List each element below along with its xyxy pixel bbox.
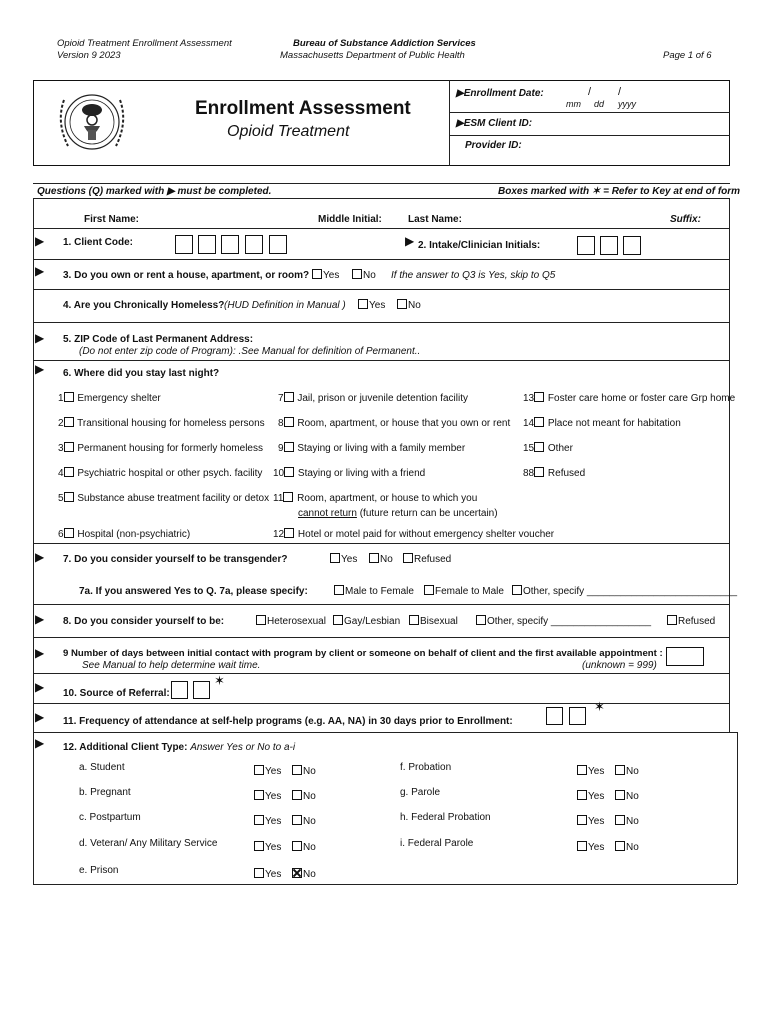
- enrollment-date-label: ▶Enrollment Date:: [456, 88, 544, 99]
- checkbox[interactable]: [397, 299, 407, 309]
- q12-parole-yes[interactable]: Yes: [577, 790, 604, 802]
- q12-veteran-label: d. Veteran/ Any Military Service: [79, 838, 218, 849]
- q8-other-option[interactable]: Other, specify __________________: [476, 615, 651, 627]
- required-arrow-icon: ▶: [35, 550, 45, 564]
- client-code-box[interactable]: [198, 235, 216, 254]
- q6-option-12[interactable]: 12 Hotel or motel paid for without emergency shelter voucher: [273, 529, 555, 540]
- divider: [33, 732, 730, 733]
- q2-label: 2. Intake/Clinician Initials:: [418, 240, 541, 251]
- q12-prison-yes[interactable]: Yes: [254, 868, 281, 880]
- q1-label: 1. Client Code:: [63, 237, 134, 248]
- divider: [449, 135, 730, 136]
- q12-student-no[interactable]: No: [292, 765, 316, 777]
- q7a-mtf-option[interactable]: Male to Female: [334, 585, 414, 597]
- divider: [33, 198, 730, 199]
- clinician-initials-box[interactable]: [577, 236, 595, 255]
- date-slash: /: [618, 86, 622, 98]
- checkbox[interactable]: [667, 615, 677, 625]
- q9-label: 9 Number of days between initial contact with program by client or someone on behalf of client and the first available appointment :: [63, 648, 663, 659]
- key-legend: Boxes marked with ✶ = Refer to Key at end of form: [498, 186, 741, 197]
- q6-option-10[interactable]: 10 Staying or living with a friend: [273, 468, 426, 479]
- checkbox[interactable]: [534, 442, 544, 452]
- checked-checkbox[interactable]: [292, 868, 302, 878]
- divider: [33, 289, 730, 290]
- required-legend: Questions (Q) marked with ▶ must be completed.: [37, 186, 272, 197]
- checkbox[interactable]: [534, 467, 544, 477]
- checkbox[interactable]: [254, 765, 264, 775]
- q4-no-option[interactable]: No: [397, 299, 421, 311]
- q12-postpartum-no[interactable]: No: [292, 815, 316, 827]
- q12-federal-parole-label: i. Federal Parole: [400, 838, 474, 849]
- form-subtitle: Opioid Treatment: [227, 123, 350, 140]
- last-name-label: Last Name:: [408, 214, 462, 225]
- required-arrow-icon: ▶: [35, 264, 45, 278]
- frame-right-lower: [737, 732, 738, 884]
- divider: [33, 604, 730, 605]
- q6-option-5[interactable]: 5 Substance abuse treatment facility or detox: [58, 493, 270, 504]
- checkbox[interactable]: [292, 790, 302, 800]
- checkbox[interactable]: [577, 790, 587, 800]
- q6-option-88[interactable]: 88 Refused: [523, 468, 586, 479]
- checkbox[interactable]: [64, 442, 74, 452]
- q6-option-1[interactable]: 1 Emergency shelter: [58, 393, 161, 404]
- q12-probation-no[interactable]: No: [615, 765, 639, 777]
- divider: [33, 322, 730, 323]
- client-code-box[interactable]: [269, 235, 287, 254]
- checkbox[interactable]: [334, 585, 344, 595]
- q4-note: (HUD Definition in Manual ): [224, 300, 346, 311]
- checkbox[interactable]: [256, 615, 266, 625]
- checkbox[interactable]: [64, 392, 74, 402]
- q8-bisexual-option[interactable]: Bisexual: [409, 615, 458, 627]
- q4-label: 4. Are you Chronically Homeless?: [63, 300, 225, 311]
- q12-postpartum-label: c. Postpartum: [79, 812, 141, 823]
- checkbox[interactable]: [512, 585, 522, 595]
- client-code-box[interactable]: [221, 235, 239, 254]
- q12-student-label: a. Student: [79, 762, 125, 773]
- checkbox[interactable]: [254, 868, 264, 878]
- key-star-icon: ✶: [594, 699, 605, 714]
- q12-parole-no[interactable]: No: [615, 790, 639, 802]
- q6-option-11[interactable]: 11 Room, apartment, or house to which you: [273, 493, 478, 504]
- department-name: Massachusetts Department of Public Health: [280, 50, 465, 61]
- checkbox[interactable]: [330, 553, 340, 563]
- divider: [449, 112, 730, 113]
- q12-federal-probation-label: h. Federal Probation: [400, 812, 491, 823]
- clinician-initials-box[interactable]: [600, 236, 618, 255]
- q7a-label: 7a. If you answered Yes to Q. 7a, please specify:: [79, 586, 308, 597]
- required-arrow-icon: ▶: [35, 680, 45, 694]
- q6-option-2[interactable]: 2 Transitional housing for homeless persons: [58, 418, 265, 429]
- divider: [33, 259, 730, 260]
- q12-pregnant-yes[interactable]: Yes: [254, 790, 281, 802]
- q3-yes-option[interactable]: Yes: [312, 269, 339, 281]
- form-title-header: Opioid Treatment Enrollment Assessment: [57, 38, 232, 49]
- referral-source-box[interactable]: [171, 681, 188, 699]
- last-name-field[interactable]: [462, 212, 662, 226]
- required-arrow-icon: ▶: [35, 612, 45, 626]
- q12-prison-label: e. Prison: [79, 865, 119, 876]
- checkbox[interactable]: [534, 392, 544, 402]
- checkbox[interactable]: [424, 585, 434, 595]
- q9-unknown-note: (unknown = 999): [582, 660, 657, 671]
- checkbox[interactable]: [577, 815, 587, 825]
- q5-note: (Do not enter zip code of Program): .See Manual for definition of Permanent..: [79, 346, 421, 357]
- checkbox[interactable]: [358, 299, 368, 309]
- checkbox[interactable]: [64, 528, 74, 538]
- q6-option-8[interactable]: 8 Room, apartment, or house that you own or rent: [278, 418, 511, 429]
- divider: [33, 183, 730, 184]
- checkbox[interactable]: [64, 492, 74, 502]
- q12-pregnant-no[interactable]: No: [292, 790, 316, 802]
- form-main-title: Enrollment Assessment: [195, 98, 411, 119]
- checkbox[interactable]: [534, 417, 544, 427]
- q7a-other-option[interactable]: Other, specify ___________________________: [512, 585, 737, 597]
- q12-parole-label: g. Parole: [400, 787, 441, 798]
- divider: [33, 360, 730, 361]
- checkbox[interactable]: [64, 467, 74, 477]
- q6-option-7[interactable]: 7 Jail, prison or juvenile detention facility: [278, 393, 468, 404]
- checkbox[interactable]: [369, 553, 379, 563]
- q12-student-yes[interactable]: Yes: [254, 765, 281, 777]
- q12-federal-probation-no[interactable]: No: [615, 815, 639, 827]
- date-dd-hint: dd: [594, 99, 605, 109]
- checkbox[interactable]: [312, 269, 322, 279]
- required-arrow-icon: ▶: [35, 646, 45, 660]
- q3-no-option[interactable]: No: [352, 269, 376, 281]
- q12-prison-no[interactable]: No: [292, 868, 316, 880]
- q6-option-3[interactable]: 3 Permanent housing for formerly homeless: [58, 443, 263, 454]
- q3-label: 3. Do you own or rent a house, apartment, or room?: [63, 270, 310, 281]
- q12-probation-label: f. Probation: [400, 762, 452, 773]
- frame-step: [729, 732, 737, 733]
- required-arrow-icon: ▶: [405, 234, 415, 248]
- provider-id-field[interactable]: [525, 138, 720, 152]
- date-yyyy-hint: yyyy: [618, 99, 636, 109]
- middle-initial-label: Middle Initial:: [318, 214, 382, 225]
- title-divider: [449, 80, 450, 166]
- q4-yes-option[interactable]: Yes: [358, 299, 385, 311]
- q7-no-option[interactable]: No: [369, 553, 393, 565]
- frame-bottom: [33, 884, 737, 885]
- wait-days-field[interactable]: [666, 647, 704, 666]
- enrollment-date-field[interactable]: [560, 86, 670, 100]
- q12-federal-parole-yes[interactable]: Yes: [577, 841, 604, 853]
- divider: [33, 637, 730, 638]
- checkbox[interactable]: [577, 841, 587, 851]
- checkbox[interactable]: [254, 790, 264, 800]
- q10-label: 10. Source of Referral:: [63, 688, 170, 699]
- checkbox[interactable]: [284, 442, 294, 452]
- checkbox[interactable]: [615, 815, 625, 825]
- checkbox[interactable]: [284, 467, 294, 477]
- required-arrow-icon: ▶: [35, 710, 45, 724]
- checkbox[interactable]: [292, 815, 302, 825]
- q7-refused-option[interactable]: Refused: [403, 553, 451, 565]
- clinician-initials-box[interactable]: [623, 236, 641, 255]
- zip-code-field[interactable]: [250, 332, 450, 345]
- page-number: Page 1 of 6: [663, 50, 712, 61]
- referral-source-box[interactable]: [193, 681, 210, 699]
- checkbox[interactable]: [284, 392, 294, 402]
- frame-left: [33, 198, 34, 884]
- suffix-label: Suffix:: [670, 214, 701, 225]
- checkbox[interactable]: [615, 790, 625, 800]
- q12-veteran-no[interactable]: No: [292, 841, 316, 853]
- required-arrow-icon: ▶: [35, 331, 45, 345]
- arrow-icon: ▶: [456, 88, 464, 99]
- form-version: Version 9 2023: [57, 50, 121, 61]
- q6-option-9[interactable]: 9 Staying or living with a family member: [278, 443, 466, 454]
- checkbox[interactable]: [254, 841, 264, 851]
- q7a-ftm-option[interactable]: Female to Male: [424, 585, 504, 597]
- divider: [33, 703, 730, 704]
- client-code-box[interactable]: [175, 235, 193, 254]
- client-code-box[interactable]: [245, 235, 263, 254]
- checkbox[interactable]: [254, 815, 264, 825]
- checkbox[interactable]: [64, 417, 74, 427]
- checkbox[interactable]: [577, 765, 587, 775]
- q6-option-15[interactable]: 15 Other: [523, 443, 573, 454]
- q8-refused-option[interactable]: Refused: [667, 615, 715, 627]
- checkbox[interactable]: [292, 765, 302, 775]
- q3-skip-note: If the answer to Q3 is Yes, skip to Q5: [391, 270, 556, 281]
- q6-option-6[interactable]: 6 Hospital (non-psychiatric): [58, 529, 191, 540]
- q12-pregnant-label: b. Pregnant: [79, 787, 131, 798]
- q8-label: 8. Do you consider yourself to be:: [63, 616, 225, 627]
- checkbox[interactable]: [615, 841, 625, 851]
- q6-option-11-continued: cannot return (future return can be uncertain): [298, 508, 498, 519]
- first-name-label: First Name:: [84, 214, 140, 225]
- checkbox[interactable]: [352, 269, 362, 279]
- q12-federal-probation-yes[interactable]: Yes: [577, 815, 604, 827]
- q12-federal-parole-no[interactable]: No: [615, 841, 639, 853]
- checkbox[interactable]: [284, 417, 294, 427]
- q6-option-4[interactable]: 4 Psychiatric hospital or other psych. facility: [58, 468, 263, 479]
- required-arrow-icon: ▶: [35, 234, 45, 248]
- key-star-icon: ✶: [214, 673, 225, 688]
- provider-id-label: Provider ID:: [465, 140, 522, 151]
- q5-label: 5. ZIP Code of Last Permanent Address:: [63, 334, 254, 345]
- q12-postpartum-yes[interactable]: Yes: [254, 815, 281, 827]
- date-mm-hint: mm: [566, 99, 581, 109]
- esm-client-id-label: ▶ESM Client ID:: [456, 118, 533, 129]
- state-seal-image: [50, 86, 134, 158]
- checkbox[interactable]: [476, 615, 486, 625]
- middle-initial-field[interactable]: [380, 212, 402, 226]
- checkbox[interactable]: [409, 615, 419, 625]
- q12-header: 12. Additional Client Type: Answer Yes or No to a-i: [63, 742, 296, 753]
- checkbox[interactable]: [615, 765, 625, 775]
- checkbox[interactable]: [284, 528, 294, 538]
- q12-probation-yes[interactable]: Yes: [577, 765, 604, 777]
- q11-label: 11. Frequency of attendance at self-help programs (e.g. AA, NA) in 30 days prior to Enrollment:: [63, 716, 513, 727]
- q8-gay-lesbian-option[interactable]: Gay/Lesbian: [333, 615, 400, 627]
- required-arrow-icon: ▶: [35, 362, 45, 376]
- self-help-frequency-box[interactable]: [546, 707, 563, 725]
- date-slash: /: [588, 86, 592, 98]
- q6-option-13[interactable]: 13 Foster care home or foster care Grp home: [523, 393, 736, 404]
- divider: [33, 543, 730, 544]
- divider: [33, 673, 730, 674]
- q8-heterosexual-option[interactable]: Heterosexual: [256, 615, 326, 627]
- arrow-icon: ▶: [456, 118, 464, 129]
- first-name-field[interactable]: [140, 212, 310, 226]
- bureau-name: Bureau of Substance Addiction Services: [293, 38, 476, 49]
- checkbox[interactable]: [283, 492, 293, 502]
- checkbox[interactable]: [403, 553, 413, 563]
- q9-note: See Manual to help determine wait time.: [82, 660, 261, 671]
- required-arrow-icon: ▶: [35, 736, 45, 750]
- esm-client-id-field[interactable]: [530, 116, 720, 130]
- q6-option-14[interactable]: 14 Place not meant for habitation: [523, 418, 681, 429]
- q7-label: 7. Do you consider yourself to be transgender?: [63, 554, 288, 565]
- q12-veteran-yes[interactable]: Yes: [254, 841, 281, 853]
- checkbox[interactable]: [292, 841, 302, 851]
- checkbox[interactable]: [333, 615, 343, 625]
- q7-yes-option[interactable]: Yes: [330, 553, 357, 565]
- divider: [33, 228, 730, 229]
- self-help-frequency-box[interactable]: [569, 707, 586, 725]
- frame-right: [729, 198, 730, 732]
- q6-label: 6. Where did you stay last night?: [63, 368, 220, 379]
